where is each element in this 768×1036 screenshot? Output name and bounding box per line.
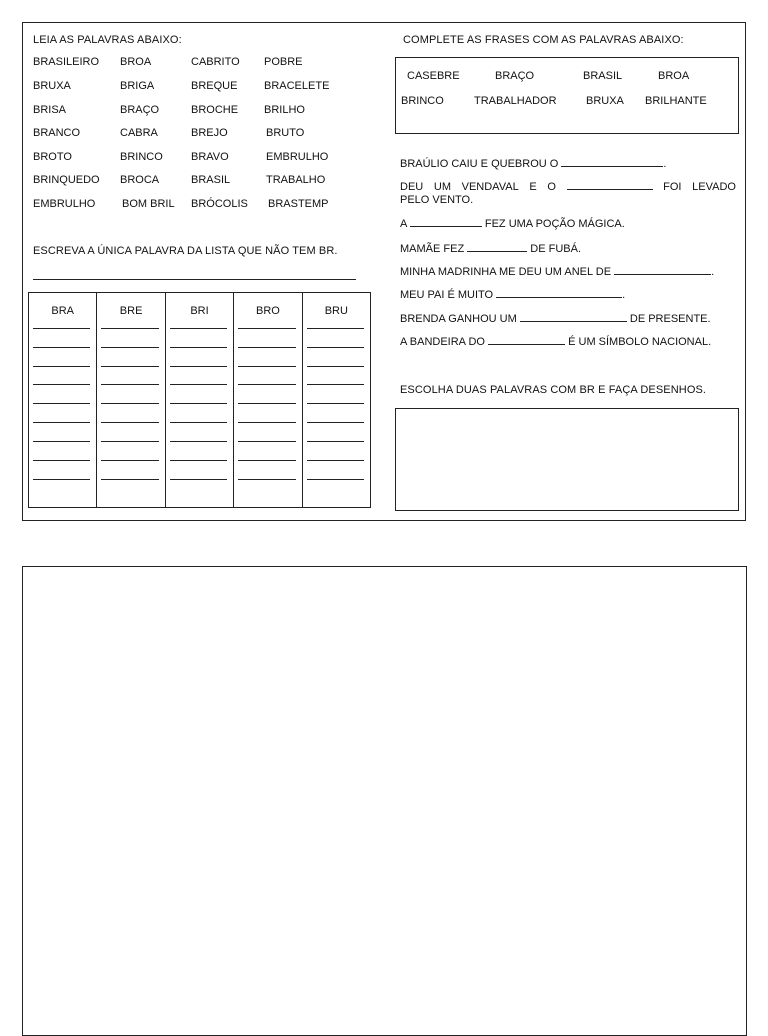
sentence-5 (400, 265, 714, 279)
table-answer-line[interactable] (33, 347, 90, 348)
sentence-text: DE FUBÁ. (530, 243, 582, 255)
word: BRACELETE (264, 80, 330, 92)
sentence-text: DE PRESENTE. (629, 313, 711, 325)
word: EMBRULHO (33, 198, 96, 210)
draw-instruction: ESCOLHA DUAS PALAVRAS COM BR E FAÇA DESENHOS. (400, 384, 707, 396)
table-answer-line[interactable] (307, 328, 364, 329)
table-column-bro (233, 293, 301, 507)
table-answer-line[interactable] (170, 384, 227, 385)
word: BRUXA (33, 80, 71, 92)
table-answer-line[interactable] (238, 479, 295, 480)
table-answer-line[interactable] (101, 460, 158, 461)
br-table (28, 292, 371, 508)
word: BROA (120, 56, 152, 68)
table-answer-line[interactable] (101, 422, 158, 423)
worksheet-bottom-box[interactable] (22, 566, 747, 1036)
sentence-text: BRAÚLIO CAIU E QUEBROU O (400, 158, 559, 170)
bank-word: TRABALHADOR (474, 95, 557, 107)
sentence-text: BRENDA GANHOU UM (400, 313, 517, 325)
sentence-text: . (663, 158, 667, 170)
sentence-text: . (711, 266, 715, 278)
word: BROCHE (191, 104, 239, 116)
table-answer-line[interactable] (307, 460, 364, 461)
table-column-bru (302, 293, 370, 507)
table-answer-line[interactable] (33, 384, 90, 385)
sentence-6 (400, 288, 625, 302)
word-row (33, 151, 373, 167)
word: BREQUE (191, 80, 238, 92)
fill-blank[interactable] (496, 288, 622, 298)
right-title: COMPLETE AS FRASES COM AS PALAVRAS ABAIXO: (403, 34, 684, 46)
word: BOM BRIL (122, 198, 175, 210)
word: BRIGA (120, 80, 155, 92)
sentence-word: O (547, 181, 556, 193)
word: BREJO (191, 127, 228, 139)
sentence-2-line (400, 180, 736, 194)
bank-word: BROA (658, 70, 690, 82)
bank-word: BRAÇO (495, 70, 535, 82)
table-answer-line[interactable] (101, 328, 158, 329)
table-answer-line[interactable] (101, 366, 158, 367)
word: BRÓCOLIS (191, 198, 248, 210)
fill-blank[interactable] (567, 180, 653, 190)
word-row (33, 174, 373, 190)
table-answer-line[interactable] (33, 479, 90, 480)
sentence-word: LEVADO (692, 181, 736, 193)
word: EMBRULHO (266, 151, 329, 163)
drawing-box[interactable] (395, 408, 739, 511)
sentence-text: MINHA MADRINHA ME DEU UM ANEL DE (400, 266, 612, 278)
instruction-text: ESCREVA A ÚNICA PALAVRA DA LISTA QUE NÃO TEM BR. (33, 245, 338, 257)
table-answer-line[interactable] (33, 403, 90, 404)
table-answer-line[interactable] (238, 384, 295, 385)
word-row (33, 198, 373, 214)
table-column-bre (96, 293, 164, 507)
table-answer-line[interactable] (101, 347, 158, 348)
sentence-3 (400, 217, 625, 231)
word: BRASTEMP (268, 198, 329, 210)
sentence-word: VENDAVAL (461, 181, 519, 193)
word: BRASIL (191, 174, 231, 186)
bank-word: BRASIL (583, 70, 623, 82)
sentence-7 (400, 312, 711, 326)
table-answer-line[interactable] (307, 366, 364, 367)
table-answer-line[interactable] (307, 479, 364, 480)
fill-blank[interactable] (410, 217, 482, 227)
table-answer-line[interactable] (238, 347, 295, 348)
word: BRISA (33, 104, 67, 116)
fill-blank[interactable] (467, 242, 527, 252)
sentence-word: E (529, 181, 537, 193)
column-header: BRO (256, 305, 280, 317)
sentence-text: MEU PAI É MUITO (400, 289, 494, 301)
sentence-text: A (400, 218, 407, 230)
sentence-1 (400, 157, 666, 171)
word: BROTO (33, 151, 72, 163)
table-answer-line[interactable] (170, 422, 227, 423)
table-answer-line[interactable] (170, 479, 227, 480)
word: BROCA (120, 174, 160, 186)
table-answer-line[interactable] (307, 441, 364, 442)
table-answer-line[interactable] (170, 441, 227, 442)
bank-word: CASEBRE (407, 70, 460, 82)
table-answer-line[interactable] (101, 441, 158, 442)
word: BRINCO (120, 151, 163, 163)
word-row (33, 80, 373, 96)
sentence-8 (400, 335, 711, 349)
sentence-word: FOI (663, 181, 682, 193)
column-header: BRA (51, 305, 75, 317)
word: CABRA (120, 127, 158, 139)
table-answer-line[interactable] (33, 328, 90, 329)
bank-word: BRUXA (586, 95, 624, 107)
table-answer-line[interactable] (238, 366, 295, 367)
table-column-bri (165, 293, 233, 507)
table-answer-line[interactable] (238, 328, 295, 329)
answer-line[interactable] (33, 279, 356, 280)
table-answer-line[interactable] (238, 441, 295, 442)
word: BRUTO (266, 127, 305, 139)
sentence-text: . (622, 289, 626, 301)
word-row (33, 104, 373, 120)
table-answer-line[interactable] (101, 384, 158, 385)
word: POBRE (264, 56, 303, 68)
table-column-bra (29, 293, 96, 507)
table-answer-line[interactable] (238, 422, 295, 423)
word: BRAÇO (120, 104, 160, 116)
word: BRAVO (191, 151, 229, 163)
table-answer-line[interactable] (307, 347, 364, 348)
sentence-text: PELO VENTO. (400, 194, 474, 206)
sentence-2 (400, 180, 736, 207)
table-answer-line[interactable] (170, 328, 227, 329)
table-answer-line[interactable] (170, 460, 227, 461)
column-header: BRI (190, 305, 209, 317)
worksheet-top (22, 22, 746, 521)
bank-word: BRILHANTE (645, 95, 707, 107)
bank-word: BRINCO (401, 95, 444, 107)
word: TRABALHO (266, 174, 326, 186)
table-answer-line[interactable] (307, 384, 364, 385)
table-answer-line[interactable] (170, 403, 227, 404)
column-header: BRE (119, 305, 143, 317)
word-row (33, 56, 373, 72)
word: BRILHO (264, 104, 305, 116)
table-answer-line[interactable] (33, 460, 90, 461)
word: BRANCO (33, 127, 81, 139)
fill-blank[interactable] (614, 265, 711, 275)
left-title: LEIA AS PALAVRAS ABAIXO: (33, 34, 182, 46)
table-answer-line[interactable] (170, 347, 227, 348)
table-answer-line[interactable] (238, 403, 295, 404)
sentence-text: MAMÃE FEZ (400, 243, 465, 255)
table-answer-line[interactable] (101, 479, 158, 480)
sentence-word: UM (433, 181, 451, 193)
fill-blank[interactable] (561, 157, 663, 167)
word-row (33, 127, 373, 143)
column-header: BRU (324, 305, 348, 317)
table-answer-line[interactable] (33, 366, 90, 367)
fill-blank[interactable] (520, 312, 627, 322)
word: BRASILEIRO (33, 56, 100, 68)
word: BRINQUEDO (33, 174, 100, 186)
table-answer-line[interactable] (33, 422, 90, 423)
sentence-text: FEZ UMA POÇÃO MÁGICA. (484, 218, 625, 230)
table-answer-line[interactable] (307, 403, 364, 404)
table-answer-line[interactable] (238, 460, 295, 461)
table-answer-line[interactable] (33, 441, 90, 442)
sentence-word: DEU (400, 181, 424, 193)
word: CABRITO (191, 56, 240, 68)
sentence-text: É UM SÍMBOLO NACIONAL. (568, 336, 712, 348)
table-answer-line[interactable] (307, 422, 364, 423)
word-bank (395, 57, 739, 134)
fill-blank[interactable] (488, 335, 565, 345)
sentence-4 (400, 242, 581, 256)
table-answer-line[interactable] (101, 403, 158, 404)
sentence-text: A BANDEIRA DO (400, 336, 485, 348)
table-answer-line[interactable] (170, 366, 227, 367)
